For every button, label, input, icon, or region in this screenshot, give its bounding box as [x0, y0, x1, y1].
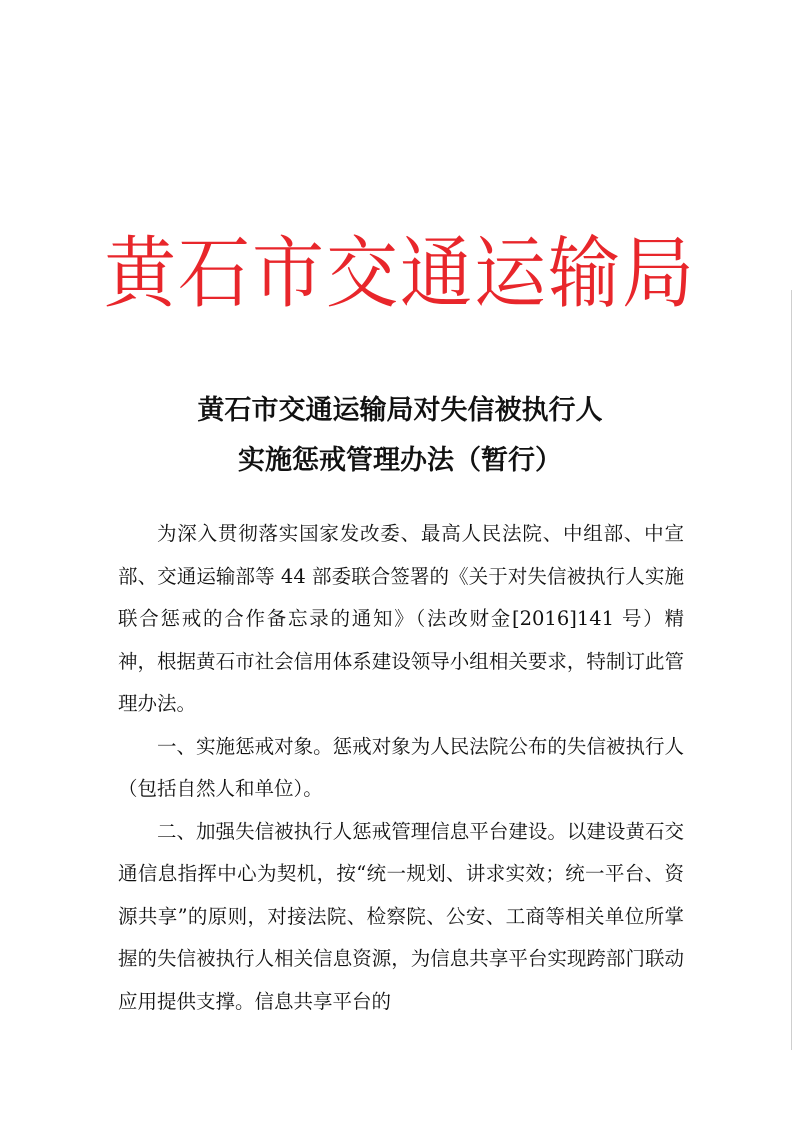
document-title-line-2: 实施惩戒管理办法（暂行） — [238, 445, 562, 476]
document-title — [100, 386, 700, 486]
letterhead-title: 黄石市交通运输局 — [103, 227, 696, 319]
paragraph-section-1: 一、实施惩戒对象。惩戒对象为人民法院公布的失信被执行人（包括自然人和单位）。 — [118, 734, 684, 800]
document-body — [118, 513, 684, 1023]
paragraph-intro: 为深入贯彻落实国家发改委、最高人民法院、中组部、中宣部、交通运输部等 44 部委联合签署的《关于对失信被执行人实施联合惩戒的合作备忘录的通知》（法改财金[2016]141 号）精神，根据黄石市社会信用体系建设领导小组相关要求，特制订此管理办法。 — [118, 522, 684, 715]
paragraph-section-2: 二、加强失信被执行人惩戒管理信息平台建设。以建设黄石交通信息指挥中心为契机，按“统一规划、讲求实效；统一平台、资源共享”的原则，对接法院、检察院、公安、工商等相关单位所掌握的失信被执行人相关信息资源，为信息共享平台实现跨部门联动应用提供支撑。信息共享平台的 — [118, 819, 684, 1013]
scan-edge-line — [791, 290, 792, 1050]
document-title-line-1: 黄石市交通运输局对失信被执行人 — [197, 395, 603, 426]
